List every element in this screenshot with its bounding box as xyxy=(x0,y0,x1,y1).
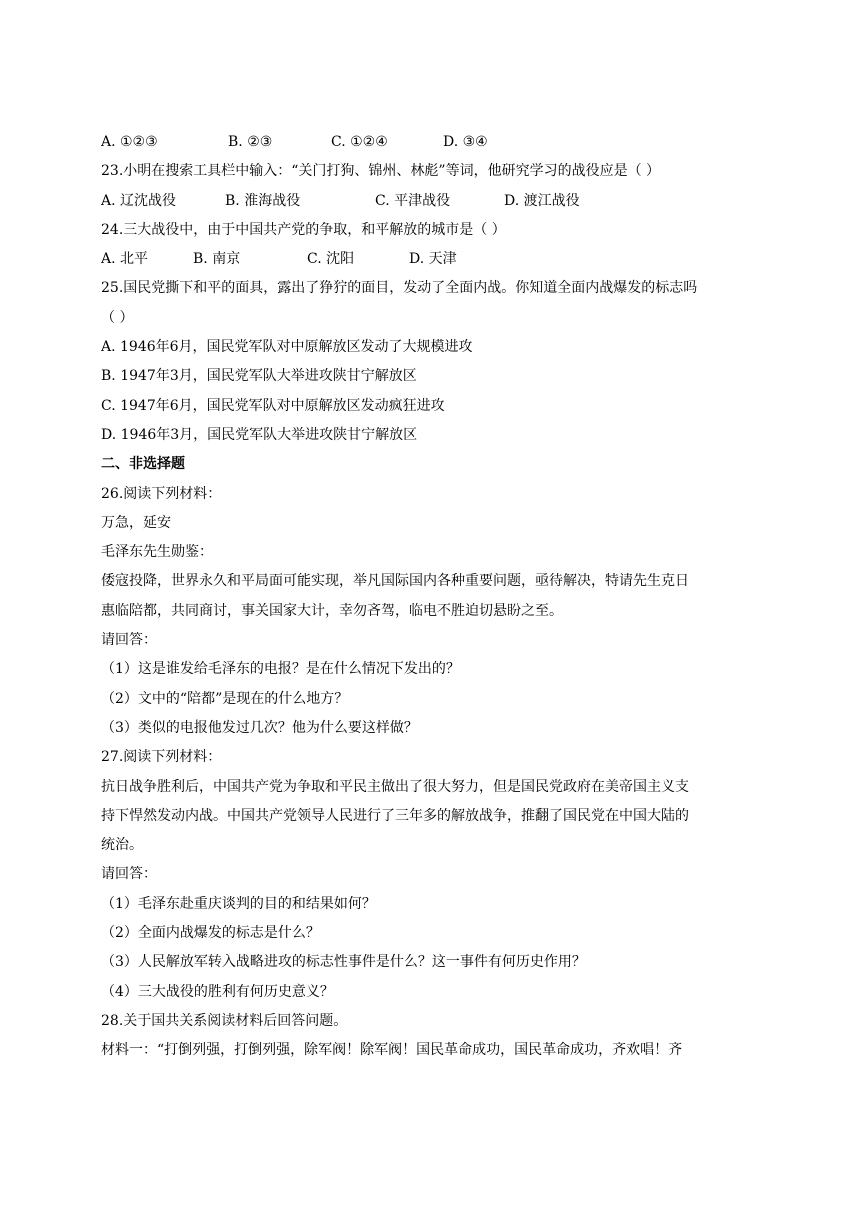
section-heading: 二、非选择题 xyxy=(101,456,185,473)
q22-option-b: B. ②③ xyxy=(228,134,273,150)
q25-stem-line2: （ ） xyxy=(101,309,134,326)
q27-prompt: 请回答： xyxy=(101,866,157,883)
q27-question-4: （4）三大战役的胜利有何历史意义？ xyxy=(101,983,334,1000)
q23-option-b: B. 淮海战役 xyxy=(225,192,301,209)
q26-question-1: （1）这是谁发给毛泽东的电报？是在什么情况下发出的？ xyxy=(101,661,460,678)
q24-option-c: C. 沈阳 xyxy=(307,251,355,268)
q25-option-b: B. 1947年3月，国民党军队大举进攻陕甘宁解放区 xyxy=(101,368,417,385)
q27-stem: 27.阅读下列材料： xyxy=(101,749,222,766)
q22-options xyxy=(101,128,761,157)
q24-option-a: A. 北平 xyxy=(101,251,149,268)
q26-material-2: 毛泽东先生勋鉴： xyxy=(101,544,213,561)
q27-question-3: （3）人民解放军转入战略进攻的标志性事件是什么？这一事件有何历史作用？ xyxy=(101,954,586,971)
q24-options xyxy=(101,245,761,274)
q27-material-line1: 抗日战争胜利后，中国共产党为争取和平民主做出了很大努力，但是国民党政府在美帝国主义支 xyxy=(101,778,689,795)
q23-option-a: A. 辽沈战役 xyxy=(101,192,177,209)
q25-option-a: A. 1946年6月，国民党军队对中原解放区发动了大规模进攻 xyxy=(101,339,473,356)
q23-options xyxy=(101,187,761,216)
q23-stem: 23.小明在搜索工具栏中输入：“关门打狗、锦州、林彪”等词，他研究学习的战役应是（ ） xyxy=(101,163,661,180)
q24-stem: 24.三大战役中，由于中国共产党的争取，和平解放的城市是（ ） xyxy=(101,221,506,238)
q26-material-3-line1: 倭寇投降，世界永久和平局面可能实现，举凡国际国内各种重要问题，亟待解决，特请先生克日 xyxy=(101,573,689,590)
q26-question-2: （2）文中的“陪都”是现在的什么地方？ xyxy=(101,690,349,707)
q26-stem: 26.阅读下列材料： xyxy=(101,485,222,502)
q22-option-a: A. ①②③ xyxy=(101,134,158,150)
q27-material-line2: 持下悍然发动内战。中国共产党领导人民进行了三年多的解放战争，推翻了国民党在中国大陆的 xyxy=(101,807,689,824)
q27-question-1: （1）毛泽东赴重庆谈判的目的和结果如何？ xyxy=(101,895,376,912)
page-content xyxy=(101,128,761,1066)
q26-material-1: 万急，延安 xyxy=(101,514,171,531)
q25-option-c: C. 1947年6月，国民党军队对中原解放区发动疯狂进攻 xyxy=(101,397,445,414)
q26-question-3: （3）类似的电报他发过几次？他为什么要这样做？ xyxy=(101,719,418,736)
q26-prompt: 请回答： xyxy=(101,632,157,649)
q27-material-line3: 统治。 xyxy=(101,837,143,854)
q27-question-2: （2）全面内战爆发的标志是什么？ xyxy=(101,925,320,942)
q22-option-c: C. ①②④ xyxy=(331,134,388,150)
q24-option-d: D. 天津 xyxy=(409,251,457,268)
q23-option-c: C. 平津战役 xyxy=(375,192,451,209)
q28-material-1: 材料一：“打倒列强，打倒列强，除军阀！除军阀！国民革命成功，国民革命成功，齐欢唱！齐 xyxy=(101,1042,683,1059)
q24-option-b: B. 南京 xyxy=(193,251,241,268)
q26-material-3-line2: 惠临陪都，共同商讨，事关国家大计，幸勿吝驾，临电不胜迫切悬盼之至。 xyxy=(101,602,563,619)
q28-stem: 28.关于国共关系阅读材料后回答问题。 xyxy=(101,1012,348,1029)
q23-option-d: D. 渡江战役 xyxy=(504,192,580,209)
q25-option-d: D. 1946年3月，国民党军队大举进攻陕甘宁解放区 xyxy=(101,426,418,443)
q22-option-d: D. ③④ xyxy=(443,134,488,150)
q25-stem-line1: 25.国民党撕下和平的面具，露出了狰狞的面目，发动了全面内战。你知道全面内战爆发的标志吗 xyxy=(101,280,698,297)
